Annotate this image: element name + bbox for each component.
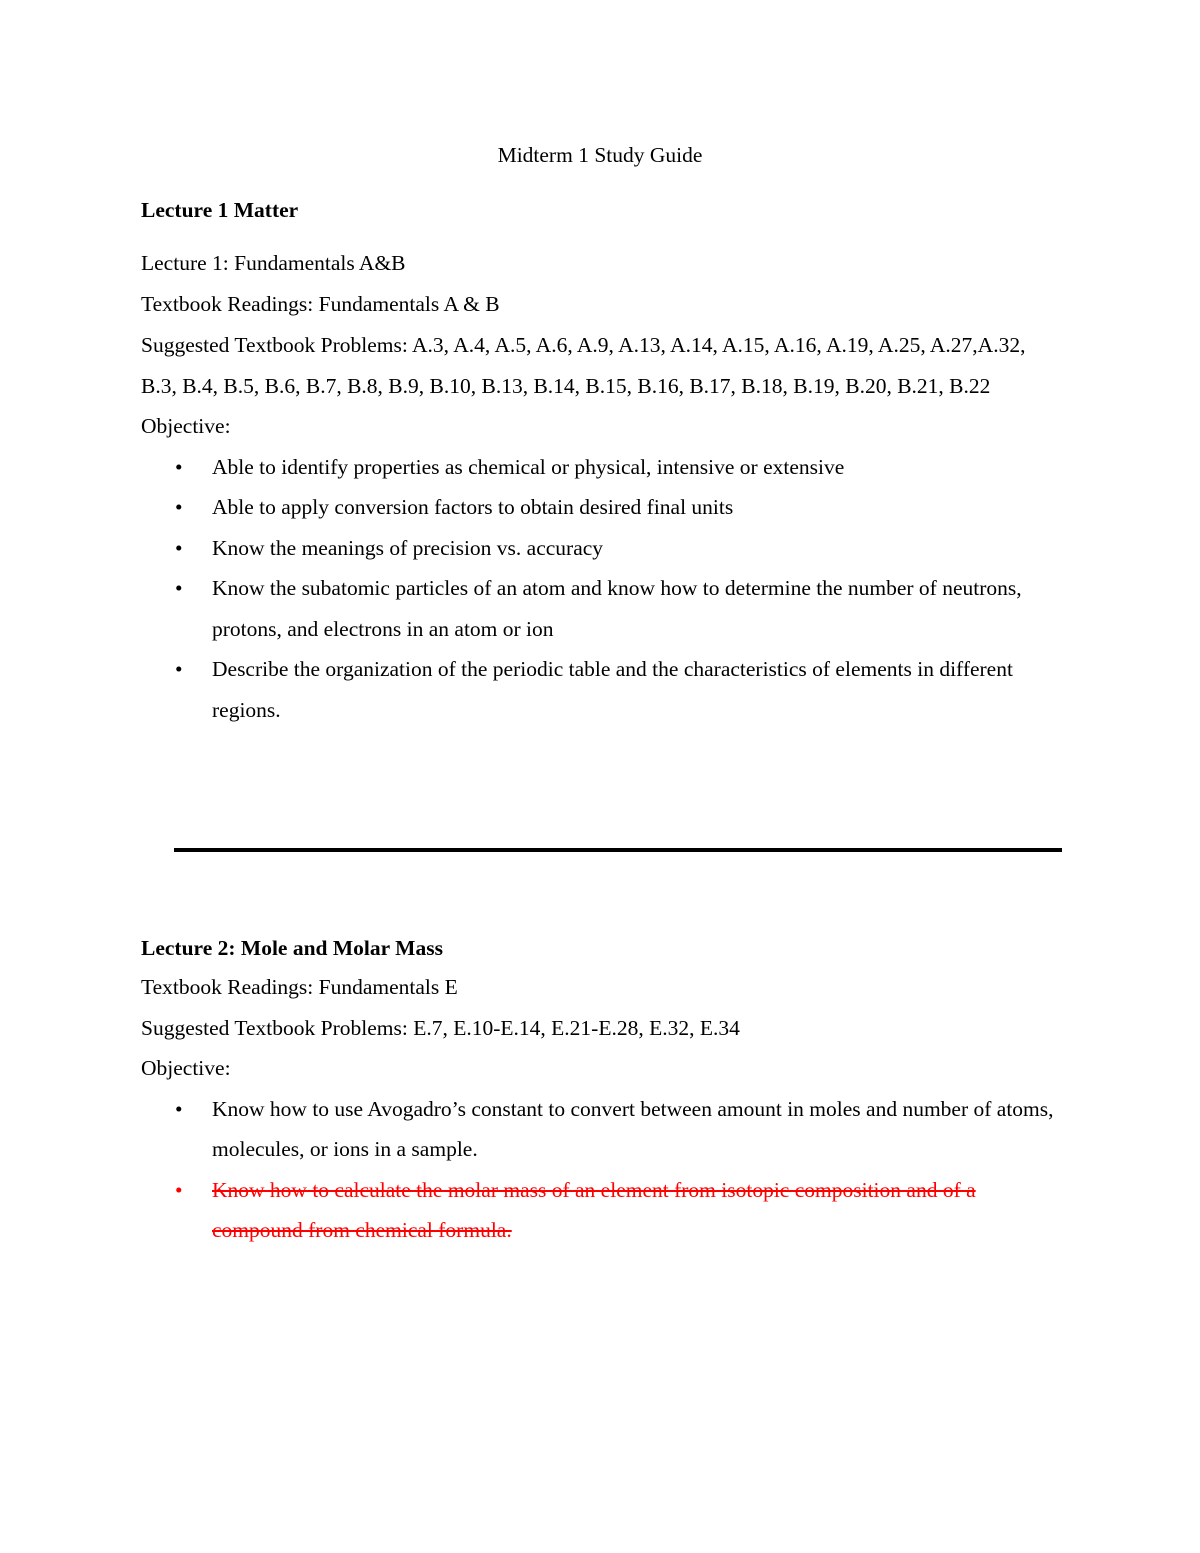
bullet-icon: •: [175, 657, 183, 681]
objective-text: Describe the organization of the periodic table and the characteristics of elements in different regions.: [212, 657, 1013, 722]
objective-item: [141, 528, 1061, 569]
objective-list: [141, 1089, 1061, 1251]
bullet-icon: •: [175, 1177, 183, 1202]
suggested-problems: Suggested Textbook Problems: A.3, A.4, A.5, A.6, A.9, A.13, A.14, A.15, A.16, A.19, A.25, A.27,A.32, B.3, B.4, B.5, B.6, B.7, B.8, B.9, B.10, B.13, B.14, B.15, B.16, B.17, B.18, B.19, B.20, B.21, B.22: [141, 333, 1026, 398]
objective-item-struck: [141, 1170, 1061, 1251]
objective-text: Know how to use Avogadro’s constant to convert between amount in moles and number of atoms, molecules, or ions in a sample.: [212, 1096, 1054, 1161]
textbook-readings: Textbook Readings: Fundamentals A & B: [141, 292, 500, 316]
lecture-line: Lecture 1: Fundamentals A&B: [141, 251, 406, 275]
section-heading: Lecture 1 Matter: [141, 198, 299, 222]
objective-item: [141, 447, 1061, 488]
objective-item: [141, 487, 1061, 528]
suggested-problems: Suggested Textbook Problems: E.7, E.10-E.14, E.21-E.28, E.32, E.34: [141, 1015, 740, 1040]
objective-label: Objective:: [141, 1056, 231, 1080]
bullet-icon: •: [175, 535, 183, 560]
objective-item: [141, 568, 1061, 649]
objective-text: Know the meanings of precision vs. accuracy: [212, 535, 604, 560]
horizontal-divider: [174, 848, 1062, 852]
bullet-icon: •: [175, 495, 183, 519]
section-heading: Lecture 2: Mole and Molar Mass: [141, 936, 443, 960]
section-lecture-1: [141, 195, 1061, 225]
bullet-icon: •: [175, 1096, 183, 1121]
objective-label: Objective:: [141, 414, 231, 438]
objective-text: Know how to calculate the molar mass of an element from isotopic composition and of a compound from chemical formula.: [212, 1177, 976, 1242]
objective-item: [141, 1089, 1061, 1170]
objective-text: Know the subatomic particles of an atom and know how to determine the number of neutrons, protons, and electrons in an atom or ion: [212, 576, 1022, 641]
textbook-readings: Textbook Readings: Fundamentals E: [141, 975, 458, 999]
objective-list: [141, 447, 1061, 731]
section-lecture-1-body: [141, 248, 1061, 730]
objective-text: Able to apply conversion factors to obtain desired final units: [212, 495, 734, 519]
document-title: Midterm 1 Study Guide: [497, 143, 703, 167]
objective-item: [141, 649, 1061, 730]
bullet-icon: •: [175, 576, 183, 600]
objective-text: Able to identify properties as chemical or physical, intensive or extensive: [212, 454, 845, 479]
bullet-icon: •: [175, 454, 183, 479]
section-lecture-2: [141, 933, 1061, 1251]
